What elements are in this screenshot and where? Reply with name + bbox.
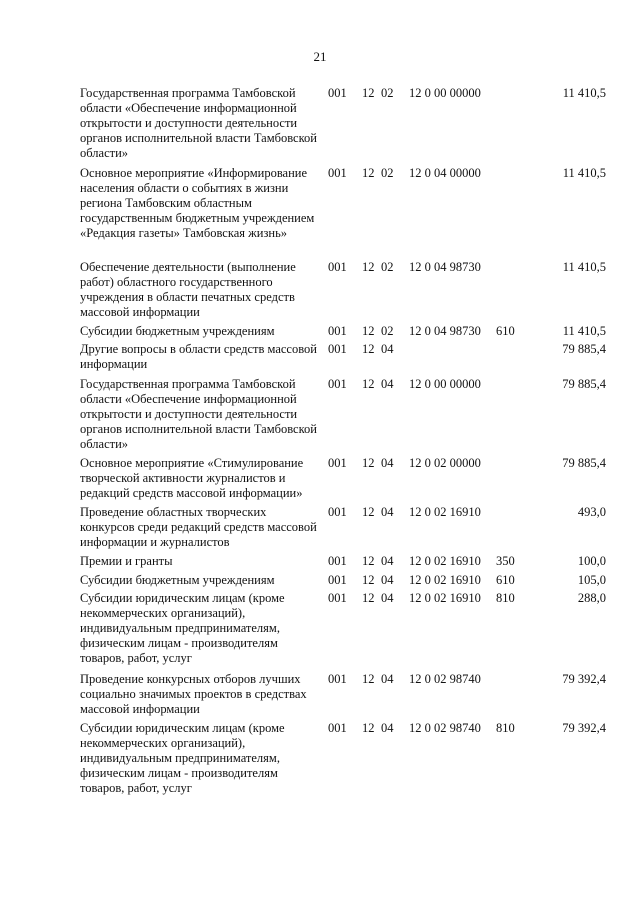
row-pr: 04	[381, 672, 394, 686]
row-amount: 288,0	[577, 591, 606, 605]
table-row	[80, 260, 606, 324]
row-pr: 02	[381, 166, 394, 180]
table-row	[80, 377, 606, 456]
row-name: Другие вопросы в области средств массовой информации	[80, 342, 317, 371]
row-rz: 12	[362, 377, 375, 391]
page-number: 21	[313, 49, 327, 64]
table-row	[80, 573, 606, 591]
row-amount: 79 392,4	[562, 672, 606, 686]
row-rz: 12	[362, 573, 375, 587]
row-name: Премии и гранты	[80, 554, 173, 568]
table-row	[80, 166, 606, 260]
row-vr: 610	[496, 573, 515, 587]
row-name: Основное мероприятие «Стимулирование творческой активности журналистов и редакций средств массовой информации»	[80, 456, 304, 500]
row-amount: 79 885,4	[562, 456, 606, 470]
row-gr: 001	[328, 456, 347, 470]
row-gr: 001	[328, 591, 347, 605]
row-pr: 04	[381, 505, 394, 519]
row-pr: 02	[381, 260, 394, 274]
row-rz: 12	[362, 324, 375, 338]
table-row	[80, 324, 606, 342]
row-name: Проведение конкурсных отборов лучших социально значимых проектов в средствах массовой информации	[80, 672, 307, 716]
row-rz: 12	[362, 721, 375, 735]
row-pr: 04	[381, 591, 394, 605]
row-amount: 79 885,4	[562, 342, 606, 356]
table-row	[80, 456, 606, 505]
table-row	[80, 672, 606, 721]
row-pr: 04	[381, 554, 394, 568]
row-vr: 350	[496, 554, 515, 568]
row-name: Государственная программа Тамбовской области «Обеспечение информационной открытости и доступности деятельности органов исполнительной власти Тамбовской области»	[80, 86, 317, 160]
row-csr: 12 0 00 00000	[409, 377, 481, 391]
row-name: Субсидии бюджетным учреждениям	[80, 324, 275, 338]
row-name: Субсидии бюджетным учреждениям	[80, 573, 275, 587]
row-gr: 001	[328, 721, 347, 735]
row-amount: 11 410,5	[562, 166, 606, 180]
table-row	[80, 554, 606, 573]
row-name: Обеспечение деятельности (выполнение работ) областного государственного учреждения в области печатных средств массовой информации	[80, 260, 296, 319]
row-vr: 810	[496, 721, 515, 735]
row-vr: 810	[496, 591, 515, 605]
row-pr: 04	[381, 721, 394, 735]
row-amount: 493,0	[577, 505, 606, 519]
row-gr: 001	[328, 377, 347, 391]
row-csr: 12 0 02 98740	[409, 672, 481, 686]
row-pr: 04	[381, 342, 394, 356]
row-name: Государственная программа Тамбовской области «Обеспечение информационной открытости и доступности деятельности органов исполнительной власти Тамбовской области»	[80, 377, 317, 451]
row-name: Проведение областных творческих конкурсов среди редакций средств массовой информации и журналистов	[80, 505, 317, 549]
row-name: Субсидии юридическим лицам (кроме некоммерческих организаций), индивидуальным предпринимателям, физическим лицам - производителям товаров, работ, услуг	[80, 721, 285, 795]
row-gr: 001	[328, 166, 347, 180]
table-row	[80, 342, 606, 377]
row-gr: 001	[328, 573, 347, 587]
row-gr: 001	[328, 86, 347, 100]
row-gr: 001	[328, 672, 347, 686]
row-name: Основное мероприятие «Информирование населения области о событиях в жизни региона Тамбовским областным государственным бюджетным учреждением «Редакция газеты» Тамбовская жизнь»	[80, 166, 315, 240]
row-gr: 001	[328, 342, 347, 356]
row-rz: 12	[362, 672, 375, 686]
row-csr: 12 0 04 00000	[409, 166, 481, 180]
row-amount: 11 410,5	[562, 260, 606, 274]
row-csr: 12 0 02 16910	[409, 573, 481, 587]
row-amount: 79 392,4	[562, 721, 606, 735]
row-csr: 12 0 02 16910	[409, 591, 481, 605]
row-amount: 105,0	[577, 573, 606, 587]
row-pr: 04	[381, 573, 394, 587]
row-gr: 001	[328, 554, 347, 568]
row-pr: 04	[381, 456, 394, 470]
table-row	[80, 505, 606, 554]
row-pr: 04	[381, 377, 394, 391]
row-amount: 11 410,5	[562, 86, 606, 100]
row-csr: 12 0 02 16910	[409, 505, 481, 519]
row-csr: 12 0 04 98730	[409, 324, 481, 338]
row-vr: 610	[496, 324, 515, 338]
row-csr: 12 0 04 98730	[409, 260, 481, 274]
row-amount: 100,0	[577, 554, 606, 568]
row-csr: 12 0 02 98740	[409, 721, 481, 735]
budget-table	[80, 86, 606, 801]
row-pr: 02	[381, 324, 394, 338]
row-rz: 12	[362, 554, 375, 568]
row-rz: 12	[362, 260, 375, 274]
row-amount: 11 410,5	[562, 324, 606, 338]
row-csr: 12 0 00 00000	[409, 86, 481, 100]
row-rz: 12	[362, 505, 375, 519]
row-pr: 02	[381, 86, 394, 100]
row-rz: 12	[362, 456, 375, 470]
table-row	[80, 721, 606, 801]
row-gr: 001	[328, 324, 347, 338]
row-rz: 12	[362, 166, 375, 180]
row-rz: 12	[362, 86, 375, 100]
row-gr: 001	[328, 260, 347, 274]
row-amount: 79 885,4	[562, 377, 606, 391]
row-name: Субсидии юридическим лицам (кроме некоммерческих организаций), индивидуальным предпринимателям, физическим лицам - производителям товаров, работ, услуг	[80, 591, 285, 665]
table-row	[80, 591, 606, 672]
row-gr: 001	[328, 505, 347, 519]
row-csr: 12 0 02 16910	[409, 554, 481, 568]
table-row	[80, 86, 606, 166]
row-rz: 12	[362, 591, 375, 605]
row-csr: 12 0 02 00000	[409, 456, 481, 470]
row-rz: 12	[362, 342, 375, 356]
